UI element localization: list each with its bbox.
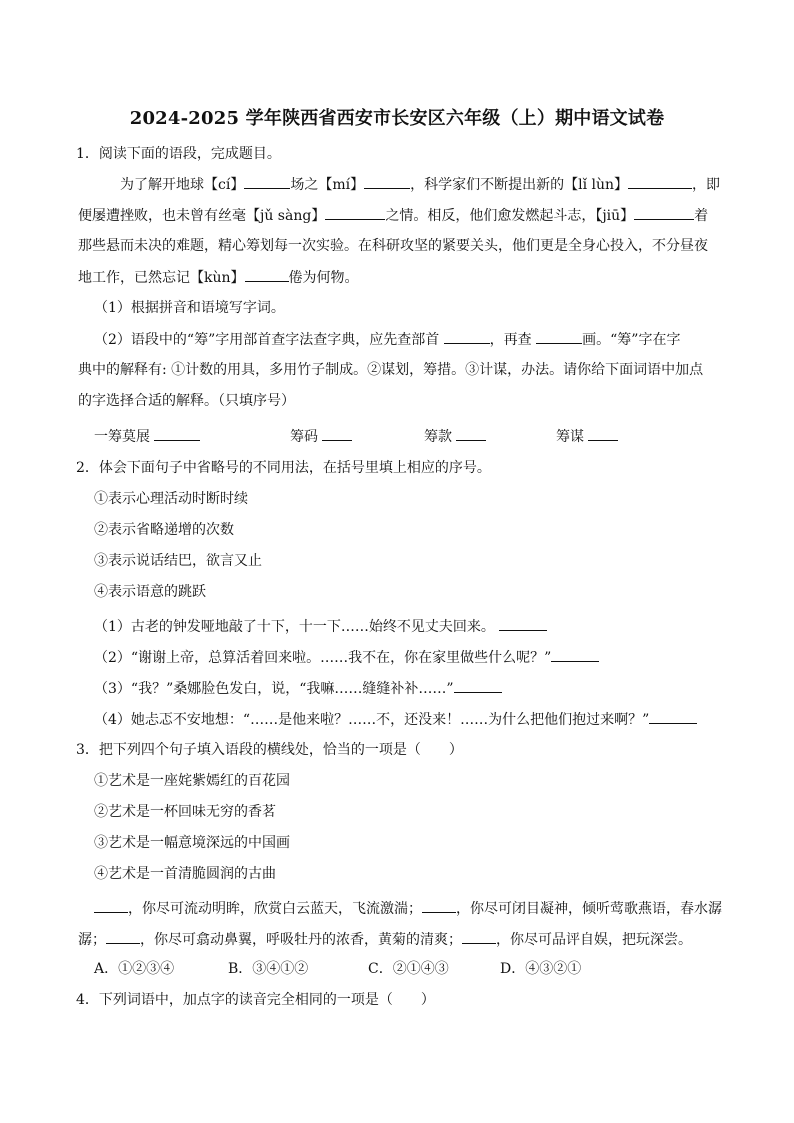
choice-a[interactable]: A．①②③④ (94, 961, 175, 977)
answer-blank[interactable] (422, 898, 456, 913)
word-item: 一筹莫展 (94, 426, 200, 447)
q2-option: ④表示语意的跳跃 (94, 584, 206, 600)
answer-blank[interactable] (325, 205, 385, 220)
answer-blank[interactable] (536, 329, 582, 344)
page-title: 2024-2025 学年陕西省西安市长安区六年级（上）期中语文试卷 (129, 108, 665, 129)
q1-sub2-line-3: 的字选择合适的解释。（只填序号） (78, 393, 295, 409)
q1-word-answers (94, 426, 714, 446)
answer-blank[interactable] (322, 426, 352, 441)
q3-option: ②艺术是一杯回味无穷的香茗 (94, 804, 276, 820)
choice-b[interactable]: B．③④①② (228, 961, 309, 977)
answer-blank[interactable] (454, 678, 502, 693)
answer-blank[interactable] (551, 647, 599, 662)
q1-sub1: （1）根据拼音和语境写字词。 (94, 300, 285, 316)
answer-blank[interactable] (94, 898, 128, 913)
q3-choices (94, 959, 654, 979)
q2-item-1: （1）古老的钟发哑地敲了十下，十一下……始终不见丈夫回来。 (94, 616, 547, 637)
answer-blank[interactable] (634, 205, 694, 220)
q2-option: ①表示心理活动时断时续 (94, 491, 248, 507)
answer-blank[interactable] (649, 709, 697, 724)
answer-blank[interactable] (499, 616, 547, 631)
answer-blank[interactable] (106, 929, 140, 944)
q4-stem: 4．下列词语中，加点字的读音完全相同的一项是（ ） (76, 992, 435, 1008)
q2-stem: 2．体会下面句子中省略号的不同用法，在括号里填上相应的序号。 (76, 460, 491, 476)
q3-para-line-1: ，你尽可流动明眸，欣赏白云蓝天，飞流激湍； ，你尽可闭目凝神，倾听莺歌燕语，春水潺 (94, 898, 722, 919)
answer-blank[interactable] (444, 329, 490, 344)
answer-blank[interactable] (462, 929, 496, 944)
q2-option: ③表示说话结巴，欲言又止 (94, 553, 262, 569)
q2-item-2: （2）“谢谢上帝，总算活着回来啦。……我不在，你在家里做些什么呢？” (94, 647, 599, 668)
answer-blank[interactable] (456, 426, 486, 441)
q1-stem: 1．阅读下面的语段，完成题目。 (76, 146, 281, 162)
q3-option: ①艺术是一座姹紫嫣红的百花园 (94, 773, 290, 789)
q3-stem: 3．把下列四个句子填入语段的横线处，恰当的一项是（ ） (76, 742, 463, 758)
answer-blank[interactable] (588, 426, 618, 441)
word-item: 筹款 (424, 426, 486, 447)
answer-blank[interactable] (154, 426, 200, 441)
answer-blank[interactable] (628, 174, 692, 189)
word-item: 筹码 (290, 426, 352, 447)
q1-sub2-line-1: （2）语段中的“筹”字用部首查字法查字典，应先查部首 ，再查 画。“筹”字在字 (94, 329, 680, 350)
q2-option: ②表示省略递增的次数 (94, 522, 234, 538)
q1-para-line-2: 便屡遭挫败，也未曾有丝毫【jǔ sàng】 之情。相反，他们愈发燃起斗志，【jiū】 着 (78, 205, 708, 226)
answer-blank[interactable] (245, 267, 289, 282)
word-item: 筹谋 (556, 426, 618, 447)
q3-option: ③艺术是一幅意境深远的中国画 (94, 835, 290, 851)
answer-blank[interactable] (364, 174, 410, 189)
answer-blank[interactable] (244, 174, 290, 189)
q1-sub2-line-2: 典中的解释有: ①计数的用具，多用竹子制成。②谋划，筹措。③计谋，办法。请你给下面词语中加点 (78, 362, 704, 378)
q2-item-4: （4）她忐忑不安地想：“……是他来啦？……不，还没来！……为什么把他们抱过来啊？” (94, 709, 697, 730)
choice-d[interactable]: D．④③②① (500, 961, 582, 977)
q3-para-line-2: 潺； ，你尽可翕动鼻翼，呼吸牡丹的浓香，黄菊的清爽； ，你尽可品评自娱，把玩深尝。 (78, 929, 692, 950)
q1-para-line-3: 那些悬而未决的难题，精心筹划每一次实验。在科研攻坚的紧要关头，他们更是全身心投入，不分昼夜 (78, 238, 708, 254)
choice-c[interactable]: C．②①④③ (368, 961, 449, 977)
q2-item-3: （3）“我？”桑娜脸色发白，说，“我嘛……缝缝补补……” (94, 678, 502, 699)
q1-para-line-1: 为了解开地球【cí】 场之【mí】 ，科学家们不断提出新的【lǐ lùn】 ，即 (120, 174, 720, 195)
q3-option: ④艺术是一首清脆圆润的古曲 (94, 866, 276, 882)
q1-para-line-4: 地工作，已然忘记【kùn】 倦为何物。 (78, 267, 359, 288)
